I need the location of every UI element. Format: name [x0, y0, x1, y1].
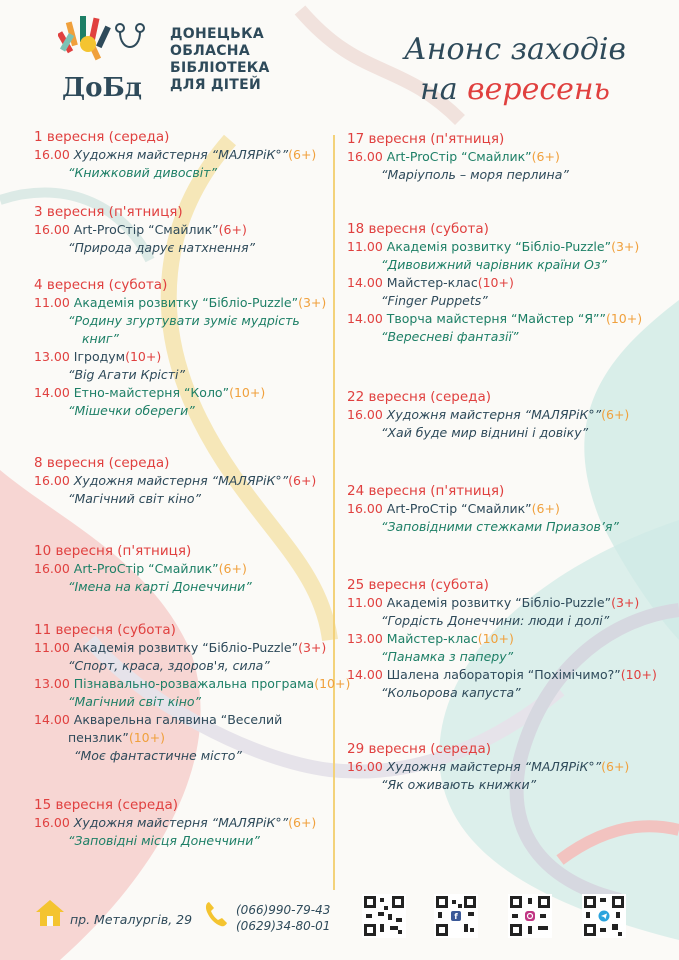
day-block [34, 454, 316, 508]
event-type: Художня майстерня “МАЛЯРіК°” [386, 407, 602, 422]
qr-code-facebook-icon[interactable] [434, 894, 478, 938]
event-line [347, 758, 629, 776]
event-line [34, 221, 255, 239]
library-name-line: ДЛЯ ДІТЕЙ [170, 77, 261, 93]
library-name-line: ОБЛАСНА [170, 43, 250, 59]
event-line [34, 639, 350, 657]
event-line [347, 310, 642, 328]
event-time: 16.00 [34, 815, 70, 830]
qr-code-instagram-icon[interactable] [508, 894, 552, 938]
event-age: (10+) [229, 385, 266, 400]
event-time: 13.00 [34, 676, 70, 691]
event-age: (6+) [531, 501, 560, 516]
event-name: “Моє фантастичне місто” [74, 748, 242, 763]
event-name: “Книжковий дивосвіт” [68, 165, 217, 180]
day-date: 10 вересня (п'ятниця) [34, 543, 192, 559]
event-age: (10+) [128, 730, 165, 745]
event-age: (6+) [288, 815, 317, 830]
day-block [34, 276, 326, 420]
library-name-line: БІБЛІОТЕКА [170, 60, 270, 76]
event-name: “Заповідні місця Донеччини” [68, 833, 260, 848]
event-type: Художня майстерня “МАЛЯРіК°” [73, 147, 289, 162]
event-time: 16.00 [347, 501, 383, 516]
event-type-continued: пензлик” [68, 730, 129, 745]
event-time: 14.00 [347, 275, 383, 290]
event-line [347, 238, 642, 256]
day-block [347, 740, 629, 794]
event-name: “Родину згуртувати зуміє мудрість [68, 313, 300, 328]
event-type: Академія розвитку “Бібліо-Puzzle” [386, 595, 612, 610]
library-name [170, 26, 270, 94]
event-type: Майстер-клас [386, 631, 478, 646]
event-line [34, 384, 326, 402]
event-age: (6+) [218, 561, 247, 576]
event-time: 14.00 [34, 712, 70, 727]
event-age: (10+) [314, 676, 351, 691]
event-line [34, 560, 252, 578]
event-time: 16.00 [347, 149, 383, 164]
day-date: 3 вересня (п'ятниця) [34, 204, 183, 220]
title-month: вересень [467, 72, 610, 107]
event-time: 11.00 [347, 595, 383, 610]
event-time: 14.00 [347, 667, 383, 682]
event-time: 11.00 [34, 295, 70, 310]
event-age: (6+) [601, 407, 630, 422]
event-type: Шалена лабораторія “Похімічимо?” [386, 667, 621, 682]
event-name: “Мішечки обереги” [68, 403, 195, 418]
event-time: 11.00 [34, 640, 70, 655]
event-age: (10+) [477, 275, 514, 290]
event-type: Art-ProСтір “Смайлик” [73, 222, 219, 237]
footer [0, 890, 679, 960]
event-type: Art-ProСтір “Смайлик” [73, 561, 219, 576]
event-name-continued: книг” [82, 331, 119, 346]
event-age: (10+) [125, 349, 162, 364]
event-type: Академія розвитку “Бібліо-Puzzle” [73, 640, 299, 655]
day-date: 22 вересня (середа) [347, 389, 492, 405]
library-logo [58, 14, 158, 104]
event-type: Art-ProСтір “Смайлик” [386, 501, 532, 516]
event-name: “Big Агати Крісті” [68, 367, 185, 382]
title-line-2 [380, 70, 650, 110]
event-line [347, 274, 642, 292]
title-line-1: Анонс заходів [404, 32, 626, 67]
day-date: 4 вересня (субота) [34, 277, 168, 293]
event-time: 16.00 [347, 759, 383, 774]
event-age: (6+) [288, 473, 317, 488]
day-date: 17 вересня (п'ятниця) [347, 131, 505, 147]
event-line [347, 500, 619, 518]
event-name: “Заповідними стежками Приазов’я” [381, 519, 619, 534]
event-age: (3+) [611, 595, 640, 610]
event-name: “Як оживають книжки” [381, 777, 537, 792]
event-name: “Вересневі фантазії” [381, 329, 519, 344]
event-line [347, 666, 657, 684]
home-icon [34, 898, 66, 928]
event-age: (10+) [620, 667, 657, 682]
event-name: “Дивовижний чарівник країни Оз” [381, 257, 608, 272]
event-age: (6+) [218, 222, 247, 237]
day-block [347, 130, 569, 184]
day-block [347, 482, 619, 536]
event-type: Творча майстерня “Майстер “Я”” [386, 311, 606, 326]
phone-number[interactable]: (0629)34-80-01 [236, 919, 331, 933]
day-date: 8 вересня (середа) [34, 455, 170, 471]
day-date: 11 вересня (субота) [34, 622, 176, 638]
phone-icon [204, 900, 228, 928]
logo-text: ДоБд [62, 73, 143, 103]
event-type: Акварельна галявина “Веселий [73, 712, 283, 727]
event-age: (10+) [477, 631, 514, 646]
event-type: Етно-майстерня “Коло” [73, 385, 230, 400]
event-time: 16.00 [34, 473, 70, 488]
qr-code-telegram-icon[interactable] [582, 894, 626, 938]
day-date: 29 вересня (середа) [347, 741, 492, 757]
event-name: “Гордість Донеччини: люди і долі” [381, 613, 610, 628]
event-name: “Імена на карті Донеччини” [68, 579, 252, 594]
event-line [347, 594, 657, 612]
day-block [34, 203, 255, 257]
event-name: “Магічний світ кіно” [68, 694, 202, 709]
day-block [347, 388, 629, 442]
event-line [34, 472, 316, 490]
event-line [34, 814, 316, 832]
event-name: “Природа дарує натхнення” [68, 240, 255, 255]
event-age: (3+) [298, 640, 327, 655]
event-line [347, 148, 569, 166]
column-divider [333, 135, 335, 890]
day-date: 25 вересня (субота) [347, 577, 489, 593]
event-time: 16.00 [34, 147, 70, 162]
page-title [380, 30, 650, 110]
event-line [347, 406, 629, 424]
day-date: 15 вересня (середа) [34, 797, 179, 813]
event-line [34, 146, 316, 164]
event-line [34, 348, 326, 366]
event-time: 13.00 [347, 631, 383, 646]
event-age: (6+) [531, 149, 560, 164]
event-type: Академія розвитку “Бібліо-Puzzle” [386, 239, 612, 254]
event-line [34, 294, 326, 312]
event-name: “Кольорова капуста” [381, 685, 521, 700]
event-name: “Спорт, краса, здоров'я, сила” [68, 658, 270, 673]
day-date: 18 вересня (субота) [347, 221, 489, 237]
event-time: 16.00 [34, 561, 70, 576]
day-block [34, 542, 252, 596]
event-age: (6+) [601, 759, 630, 774]
event-name: “Панамка з паперу” [381, 649, 514, 664]
event-type: Художня майстерня “МАЛЯРіК°” [73, 815, 289, 830]
phone-number[interactable]: (066)990-79-43 [236, 903, 331, 917]
event-line-continued [34, 729, 350, 747]
event-type: Пізнавально-розважальна програма [73, 676, 315, 691]
day-date: 1 вересня (середа) [34, 129, 170, 145]
event-name: “Finger Puppets” [381, 293, 488, 308]
event-age: (3+) [611, 239, 640, 254]
day-block [34, 796, 316, 850]
event-time: 14.00 [34, 385, 70, 400]
day-block [347, 576, 657, 702]
event-type: Ігродум [73, 349, 126, 364]
event-age: (10+) [605, 311, 643, 326]
event-type: Художня майстерня “МАЛЯРіК°” [73, 473, 289, 488]
event-time: 14.00 [347, 311, 383, 326]
address-text: пр. Металургів, 29 [70, 912, 193, 927]
day-block [34, 128, 316, 182]
event-type: Академія розвитку “Бібліо-Puzzle” [73, 295, 299, 310]
svg-text:f: f [454, 912, 458, 921]
qr-code-icon[interactable] [362, 894, 406, 938]
day-date: 24 вересня (п'ятниця) [347, 483, 505, 499]
event-age: (6+) [288, 147, 317, 162]
event-name: “Магічний світ кіно” [68, 491, 202, 506]
event-name: “Маріуполь – моря перлина” [381, 167, 569, 182]
title-prefix: на [419, 72, 468, 107]
event-time: 16.00 [34, 222, 70, 237]
day-block [347, 220, 642, 346]
event-name: “Хай буде мир віднині і довіку” [381, 425, 589, 440]
event-line [347, 630, 657, 648]
phone-numbers [236, 902, 330, 934]
event-type: Майстер-клас [386, 275, 478, 290]
event-time: 11.00 [347, 239, 383, 254]
event-type: Art-ProСтір “Смайлик” [386, 149, 532, 164]
library-name-line: ДОНЕЦЬКА [170, 26, 264, 42]
event-line [34, 675, 350, 693]
event-age: (3+) [298, 295, 327, 310]
event-time: 16.00 [347, 407, 383, 422]
event-type: Художня майстерня “МАЛЯРіК°” [386, 759, 602, 774]
event-line [34, 711, 350, 729]
day-block [34, 621, 350, 765]
event-time: 13.00 [34, 349, 70, 364]
